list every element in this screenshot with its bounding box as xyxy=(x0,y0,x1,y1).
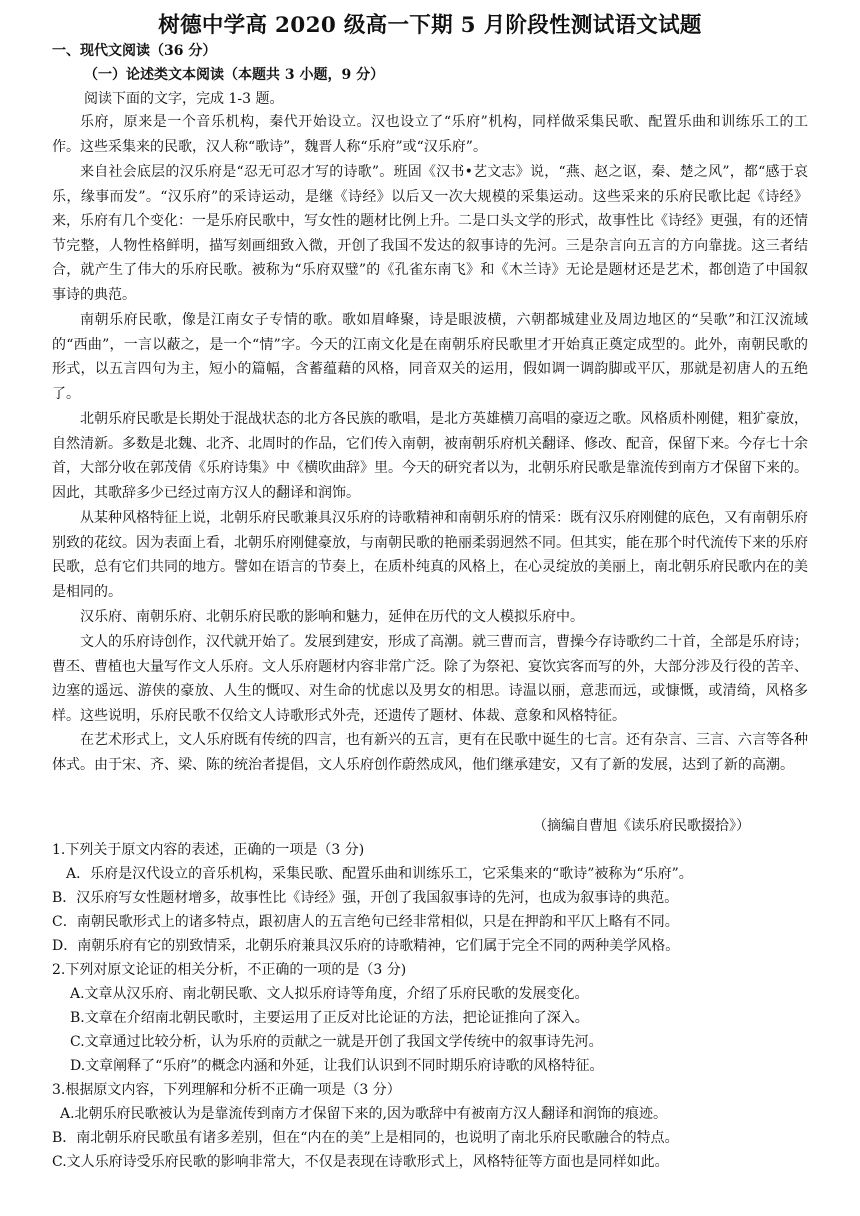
question-2-stem: 2.下列对原文论证的相关分析，不正确的一项的是（3 分) xyxy=(52,962,407,978)
passage-paragraph-2: 来自社会底层的汉乐府是“忍无可忍才写的诗歌”。班固《汉书•艺文志》说，“燕、赵之讴，秦、楚之风”，都“感于哀乐，缘事而发”。“汉乐府”的采诗运动，是继《诗经》以后又一次大规模的采集运动。这些采来的乐府民歌比起《诗经》来，乐府有几个变化：一是乐府民歌中，写女性的题材比例上升。二是口头文学的形式，故事性比《诗经》更强，有的还情节完整，人物性格鲜明，描写刻画细致入微，开创了我国不发达的叙事诗的先河。三是杂言向五言的方向靠拢。这三者结合，就产生了伟大的乐府民歌。被称为“乐府双璧”的《孔雀东南飞》和《木兰诗》无论是题材还是艺术，都创造了中国叙事诗的典范。 xyxy=(52,164,808,303)
section-heading-modern-reading: 一、现代文阅读（36 分） xyxy=(52,43,217,59)
passage-paragraph-3: 南朝乐府民歌，像是江南女子专情的歌。歌如眉峰聚，诗是眼波横，六朝都城建业及周边地区的“吴歌”和江汉流域的“西曲”，一言以蔽之，是一个“情”字。今天的江南文化是在南朝乐府民歌里才开始真正奠定成型的。此外，南朝民歌的形式，以五言四句为主，短小的篇幅，含蓄蕴藉的风格，同音双关的运用，假如调一调韵脚或平仄，那就是初唐人的五绝了。 xyxy=(52,312,808,402)
question-1 xyxy=(52,838,812,958)
question-2-option-a[interactable]: A.文章从汉乐府、南北朝民歌、文人拟乐府诗等角度，介绍了乐府民歌的发展变化。 xyxy=(70,986,589,1002)
question-3-option-b[interactable]: B．南北朝乐府民歌虽有诸多差别，但在“内在的美”上是相同的，也说明了南北乐府民歌融合的特点。 xyxy=(52,1130,679,1146)
question-1-option-d[interactable]: D．南朝乐府有它的别致情采，北朝乐府兼具汉乐府的诗歌精神，它们属于完全不同的两种美学风格。 xyxy=(52,938,680,954)
question-1-stem: 1.下列关于原文内容的表述，正确的一项是（3 分) xyxy=(52,842,365,858)
passage-paragraph-8: 在艺术形式上，文人乐府既有传统的四言，也有新兴的五言，更有在民歌中诞生的七言。还有杂言、三言、六言等各种体式。由于宋、齐、梁、陈的统治者提倡，文人乐府创作蔚然成风，他们继承建安，又有了新的发展，达到了新的高潮。 xyxy=(52,732,808,773)
passage-paragraph-5: 从某种风格特征上说，北朝乐府民歌兼具汉乐府的诗歌精神和南朝乐府的情采：既有汉乐府刚健的底色，又有南朝乐府别致的花纹。因为表面上看，北朝乐府刚健豪放，与南朝民歌的艳丽柔弱迥然不同。但其实，能在那个时代流传下来的乐府民歌，总有它们共同的地方。譬如在语言的节奏上，在质朴纯真的风格上，在心灵绽放的美丽上，南北朝乐府民歌内在的美是相同的。 xyxy=(52,510,808,600)
question-3-stem: 3.根据原文内容，下列理解和分析不正确一项是（3 分） xyxy=(52,1082,401,1098)
question-3-option-c[interactable]: C.文人乐府诗受乐府民歌的影响非常大，不仅是表现在诗歌形式上，风格特征等方面也是同样如此。 xyxy=(52,1154,669,1170)
question-1-option-a[interactable]: A．乐府是汉代设立的音乐机构，采集民歌、配置乐曲和训练乐工，它采集来的“歌诗”被称为“乐府”。 xyxy=(66,866,693,882)
passage-paragraph-4: 北朝乐府民歌是长期处于混战状态的北方各民族的歌唱，是北方英雄横刀高唱的豪迈之歌。风格质朴刚健，粗犷豪放，自然清新。多数是北魏、北齐、北周时的作品，它们传入南朝，被南朝乐府机关翻译、修改、配音，保留下来。今存七十余首，大部分收在郭茂倩《乐府诗集》中《横吹曲辞》里。今天的研究者以为，北朝乐府民歌是靠流传到南方才保留下来的。因此，其歌辞多少已经过南方汉人的翻译和润饰。 xyxy=(52,411,808,501)
question-2-option-b[interactable]: B.文章在介绍南北朝民歌时，主要运用了正反对比论证的方法，把论证推向了深入。 xyxy=(70,1010,589,1026)
subsection-heading-argumentative: （一）论述类文本阅读（本题共 3 小题，9 分） xyxy=(84,67,385,83)
reading-instruction: 阅读下面的文字，完成 1-3 题。 xyxy=(84,91,284,107)
passage-paragraph-7: 文人的乐府诗创作，汉代就开始了。发展到建安，形成了高潮。就三曹而言，曹操今存诗歌约二十首，全部是乐府诗；曹丕、曹植也大量写作文人乐府。文人乐府题材内容非常广泛。除了为祭祀、宴饮宾客而写的外，大部分涉及行役的苦辛、边塞的遥远、游侠的豪放、人生的慨叹、对生命的忧虑以及男女的相思。诗温以丽，意悲而远，或慷慨，或清绮，风格多样。这些说明，乐府民歌不仅给文人诗歌形式外壳，还遗传了题材、体裁、意象和风格特征。 xyxy=(52,634,808,724)
question-1-option-c[interactable]: C．南朝民歌形式上的诸多特点，跟初唐人的五言绝句已经非常相似，只是在押韵和平仄上略有不同。 xyxy=(52,914,679,930)
passage-paragraph-1: 乐府，原来是一个音乐机构，秦代开始设立。汉也设立了“乐府”机构，同样做采集民歌、配置乐曲和训练乐工的工作。这些采集来的民歌，汉人称“歌诗”，魏晋人称“乐府”或“汉乐府”。 xyxy=(52,114,808,155)
passage-source: （摘编自曹旭《读乐府民歌掇拾》） xyxy=(533,818,750,834)
question-3 xyxy=(52,1078,812,1174)
question-2 xyxy=(52,958,812,1078)
passage-paragraph-6: 汉乐府、南朝乐府、北朝乐府民歌的影响和魅力，延伸在历代的文人模拟乐府中。 xyxy=(80,609,584,625)
question-2-option-d[interactable]: D.文章阐释了“乐府”的概念内涵和外延，让我们认识到不同时期乐府诗歌的风格特征。 xyxy=(70,1058,604,1074)
exam-title: 树德中学高 2020 级高一下期 5 月阶段性测试语文试题 xyxy=(158,13,702,38)
question-2-option-c[interactable]: C.文章通过比较分析，认为乐府的贡献之一就是开创了我国文学传统中的叙事诗先河。 xyxy=(70,1034,603,1050)
question-3-option-a[interactable]: A.北朝乐府民歌被认为是靠流传到南方才保留下来的,因为歌辞中有被南方汉人翻译和润饰的痕迹。 xyxy=(60,1106,668,1122)
question-1-option-b[interactable]: B．汉乐府写女性题材增多，故事性比《诗经》强，开创了我国叙事诗的先河，也成为叙事诗的典范。 xyxy=(52,890,679,906)
